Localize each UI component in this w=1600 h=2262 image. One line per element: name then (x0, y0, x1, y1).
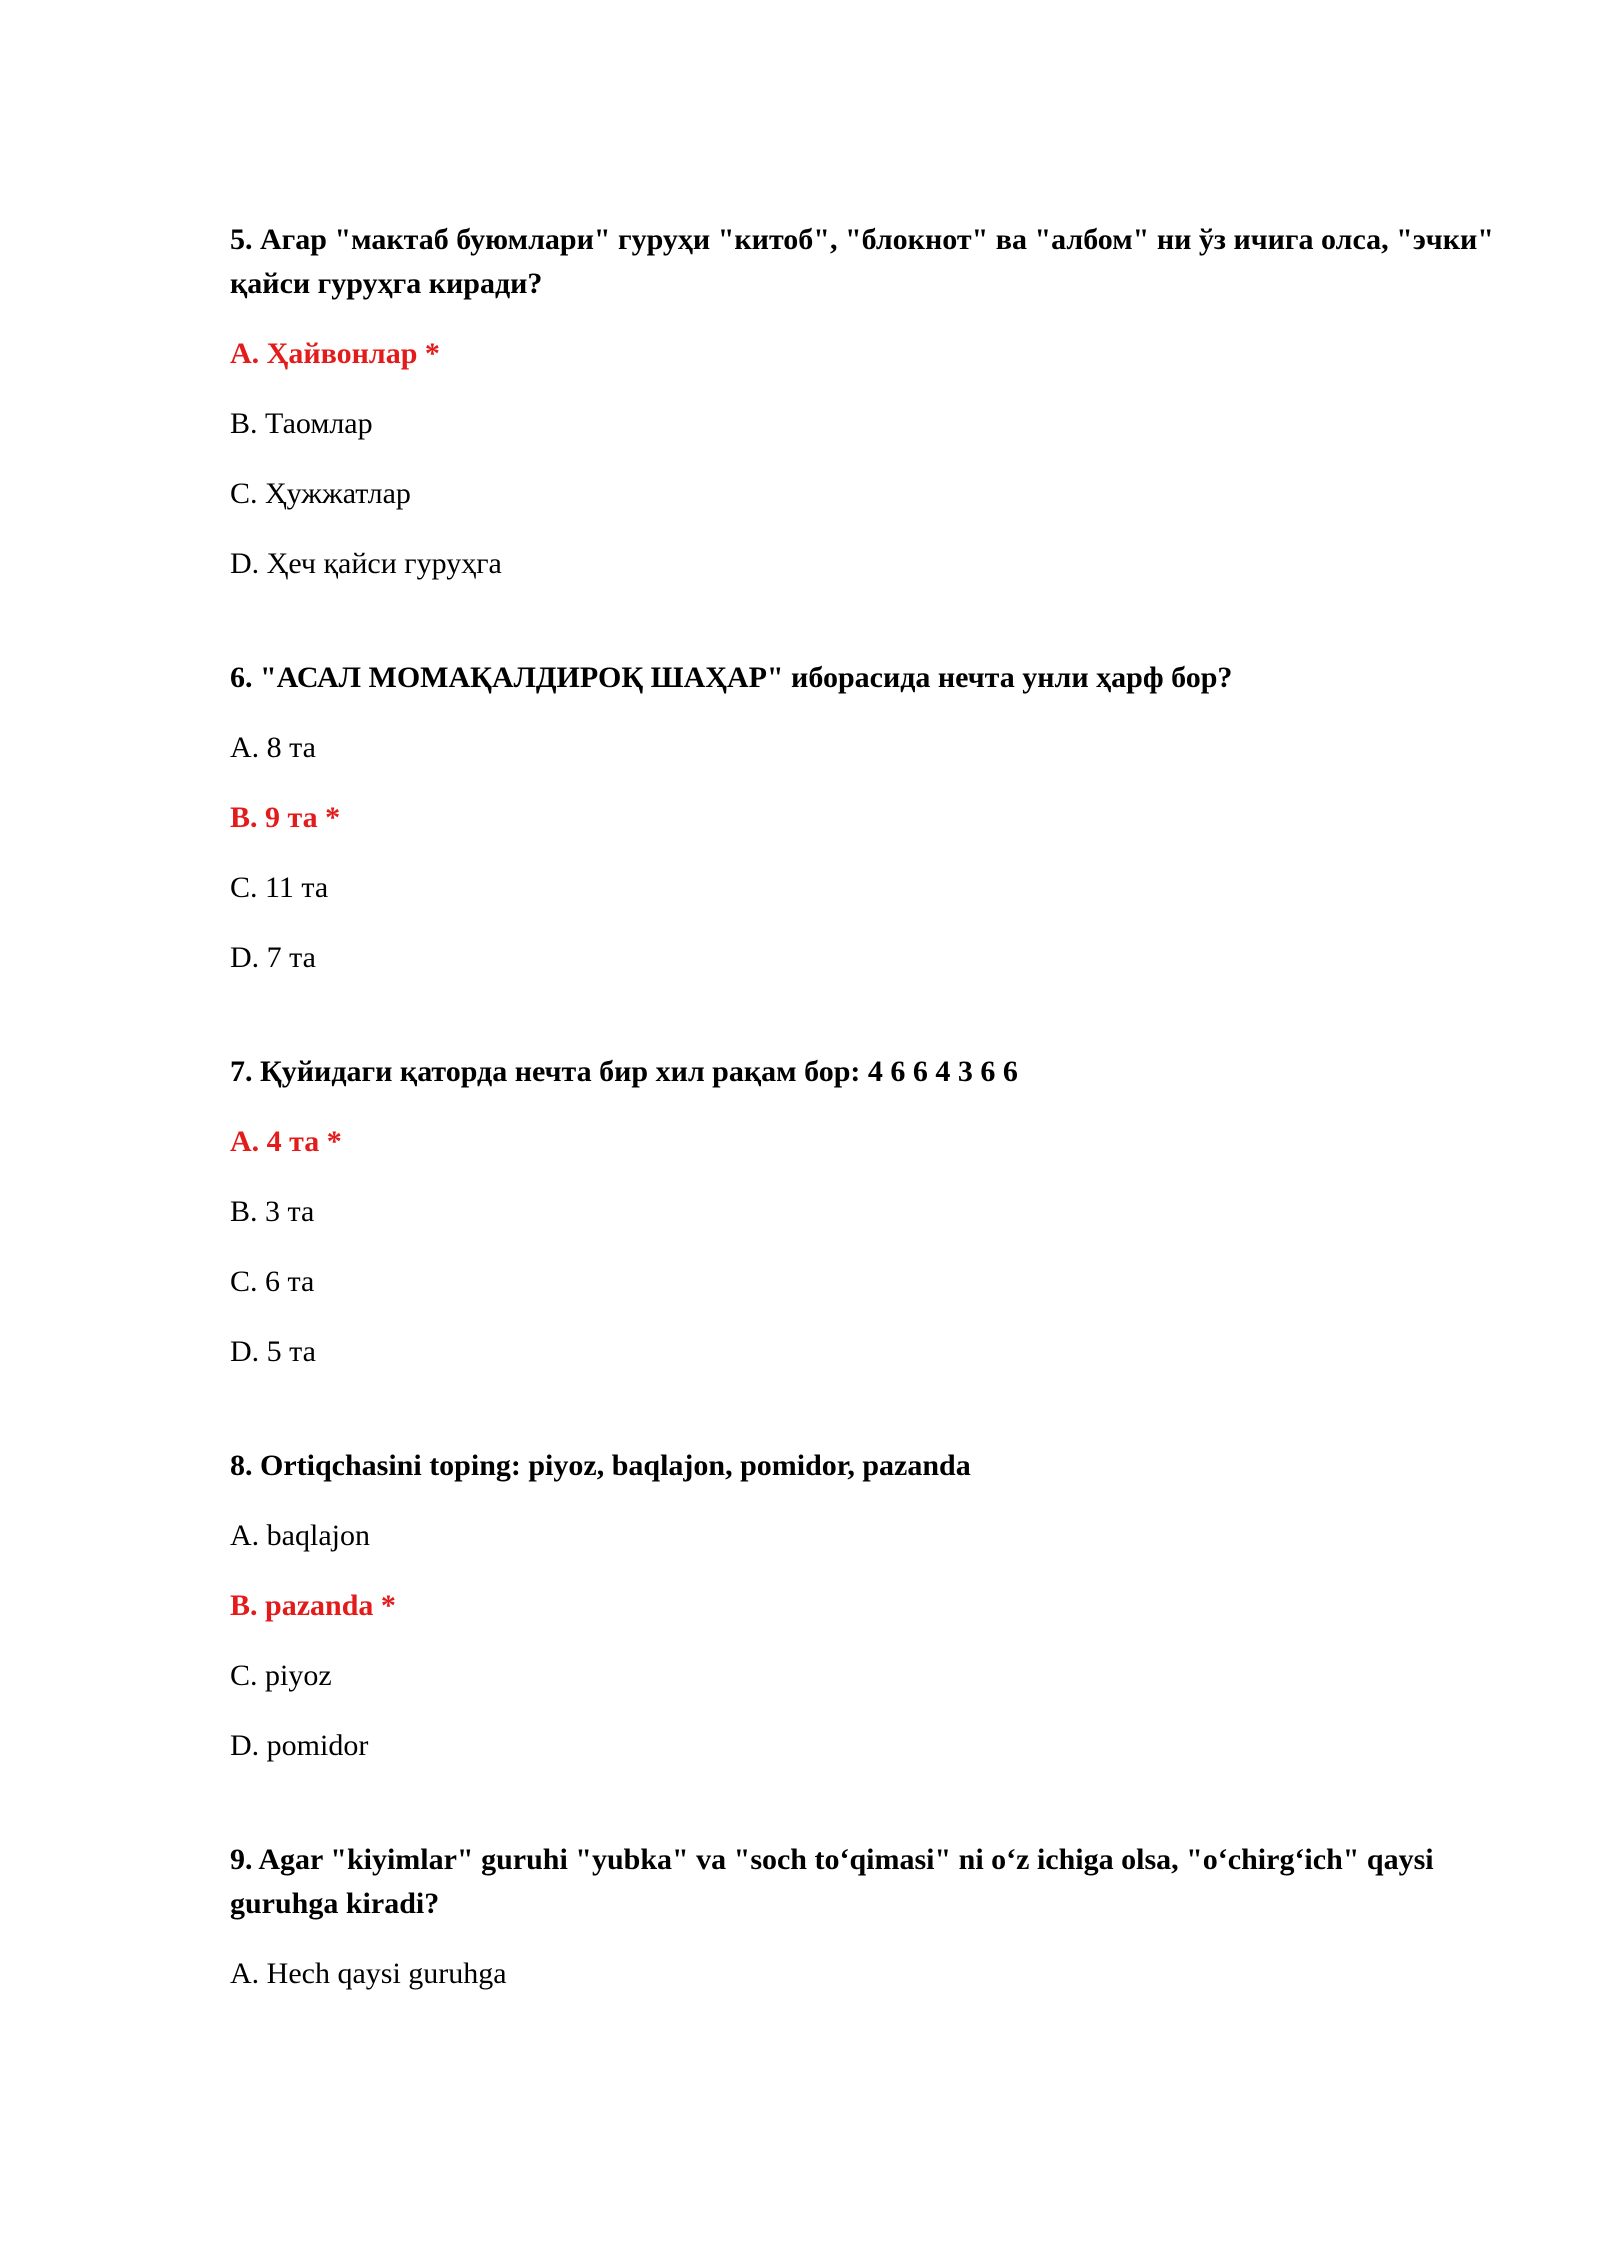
question-9 (230, 1838, 1520, 1996)
question-text: 7. Қуйидаги қаторда нечта бир хил рақам бор: 4 6 6 4 3 6 6 (230, 1055, 1018, 1088)
option-a-correct: A. Ҳайвонлар * (230, 337, 440, 370)
question-text: 5. Агар "мактаб буюмлари" гуруҳи "китоб", "блокнот" ва "албом" ни ўз ичига олса, "эчки" қайси гуруҳга киради? (230, 223, 1494, 300)
option-c: C. piyoz (230, 1659, 332, 1692)
option-d: D. Ҳеч қайси гуруҳга (230, 547, 502, 580)
question-6 (230, 656, 1520, 980)
option-c: C. 6 та (230, 1265, 315, 1298)
option-a: A. baqlajon (230, 1519, 370, 1552)
option-b-correct: B. pazanda * (230, 1589, 396, 1622)
question-text: 9. Agar "kiyimlar" guruhi "yubka" va "soch to‘qimasi" ni o‘z ichiga olsa, "o‘chirg‘ich" qaysi guruhga kiradi? (230, 1843, 1434, 1920)
option-c: C. Ҳужжатлар (230, 477, 411, 510)
option-d: D. 5 та (230, 1335, 316, 1368)
question-8 (230, 1444, 1520, 1768)
document-page (230, 218, 1520, 2066)
question-5 (230, 218, 1520, 586)
option-b: B. Таомлар (230, 407, 373, 440)
option-a: A. Hech qaysi guruhga (230, 1957, 507, 1990)
option-b-correct: B. 9 та * (230, 801, 341, 834)
option-d: D. pomidor (230, 1729, 369, 1762)
question-text: 6. "АСАЛ МОМАҚАЛДИРОҚ ШАҲАР" иборасида нечта унли ҳарф бор? (230, 661, 1233, 694)
question-text: 8. Ortiqchasini toping: piyoz, baqlajon, pomidor, pazanda (230, 1449, 971, 1482)
option-b: B. 3 та (230, 1195, 315, 1228)
option-a-correct: A. 4 та * (230, 1125, 342, 1158)
option-c: C. 11 та (230, 871, 329, 904)
option-d: D. 7 та (230, 941, 316, 974)
option-a: A. 8 та (230, 731, 316, 764)
question-7 (230, 1050, 1520, 1374)
